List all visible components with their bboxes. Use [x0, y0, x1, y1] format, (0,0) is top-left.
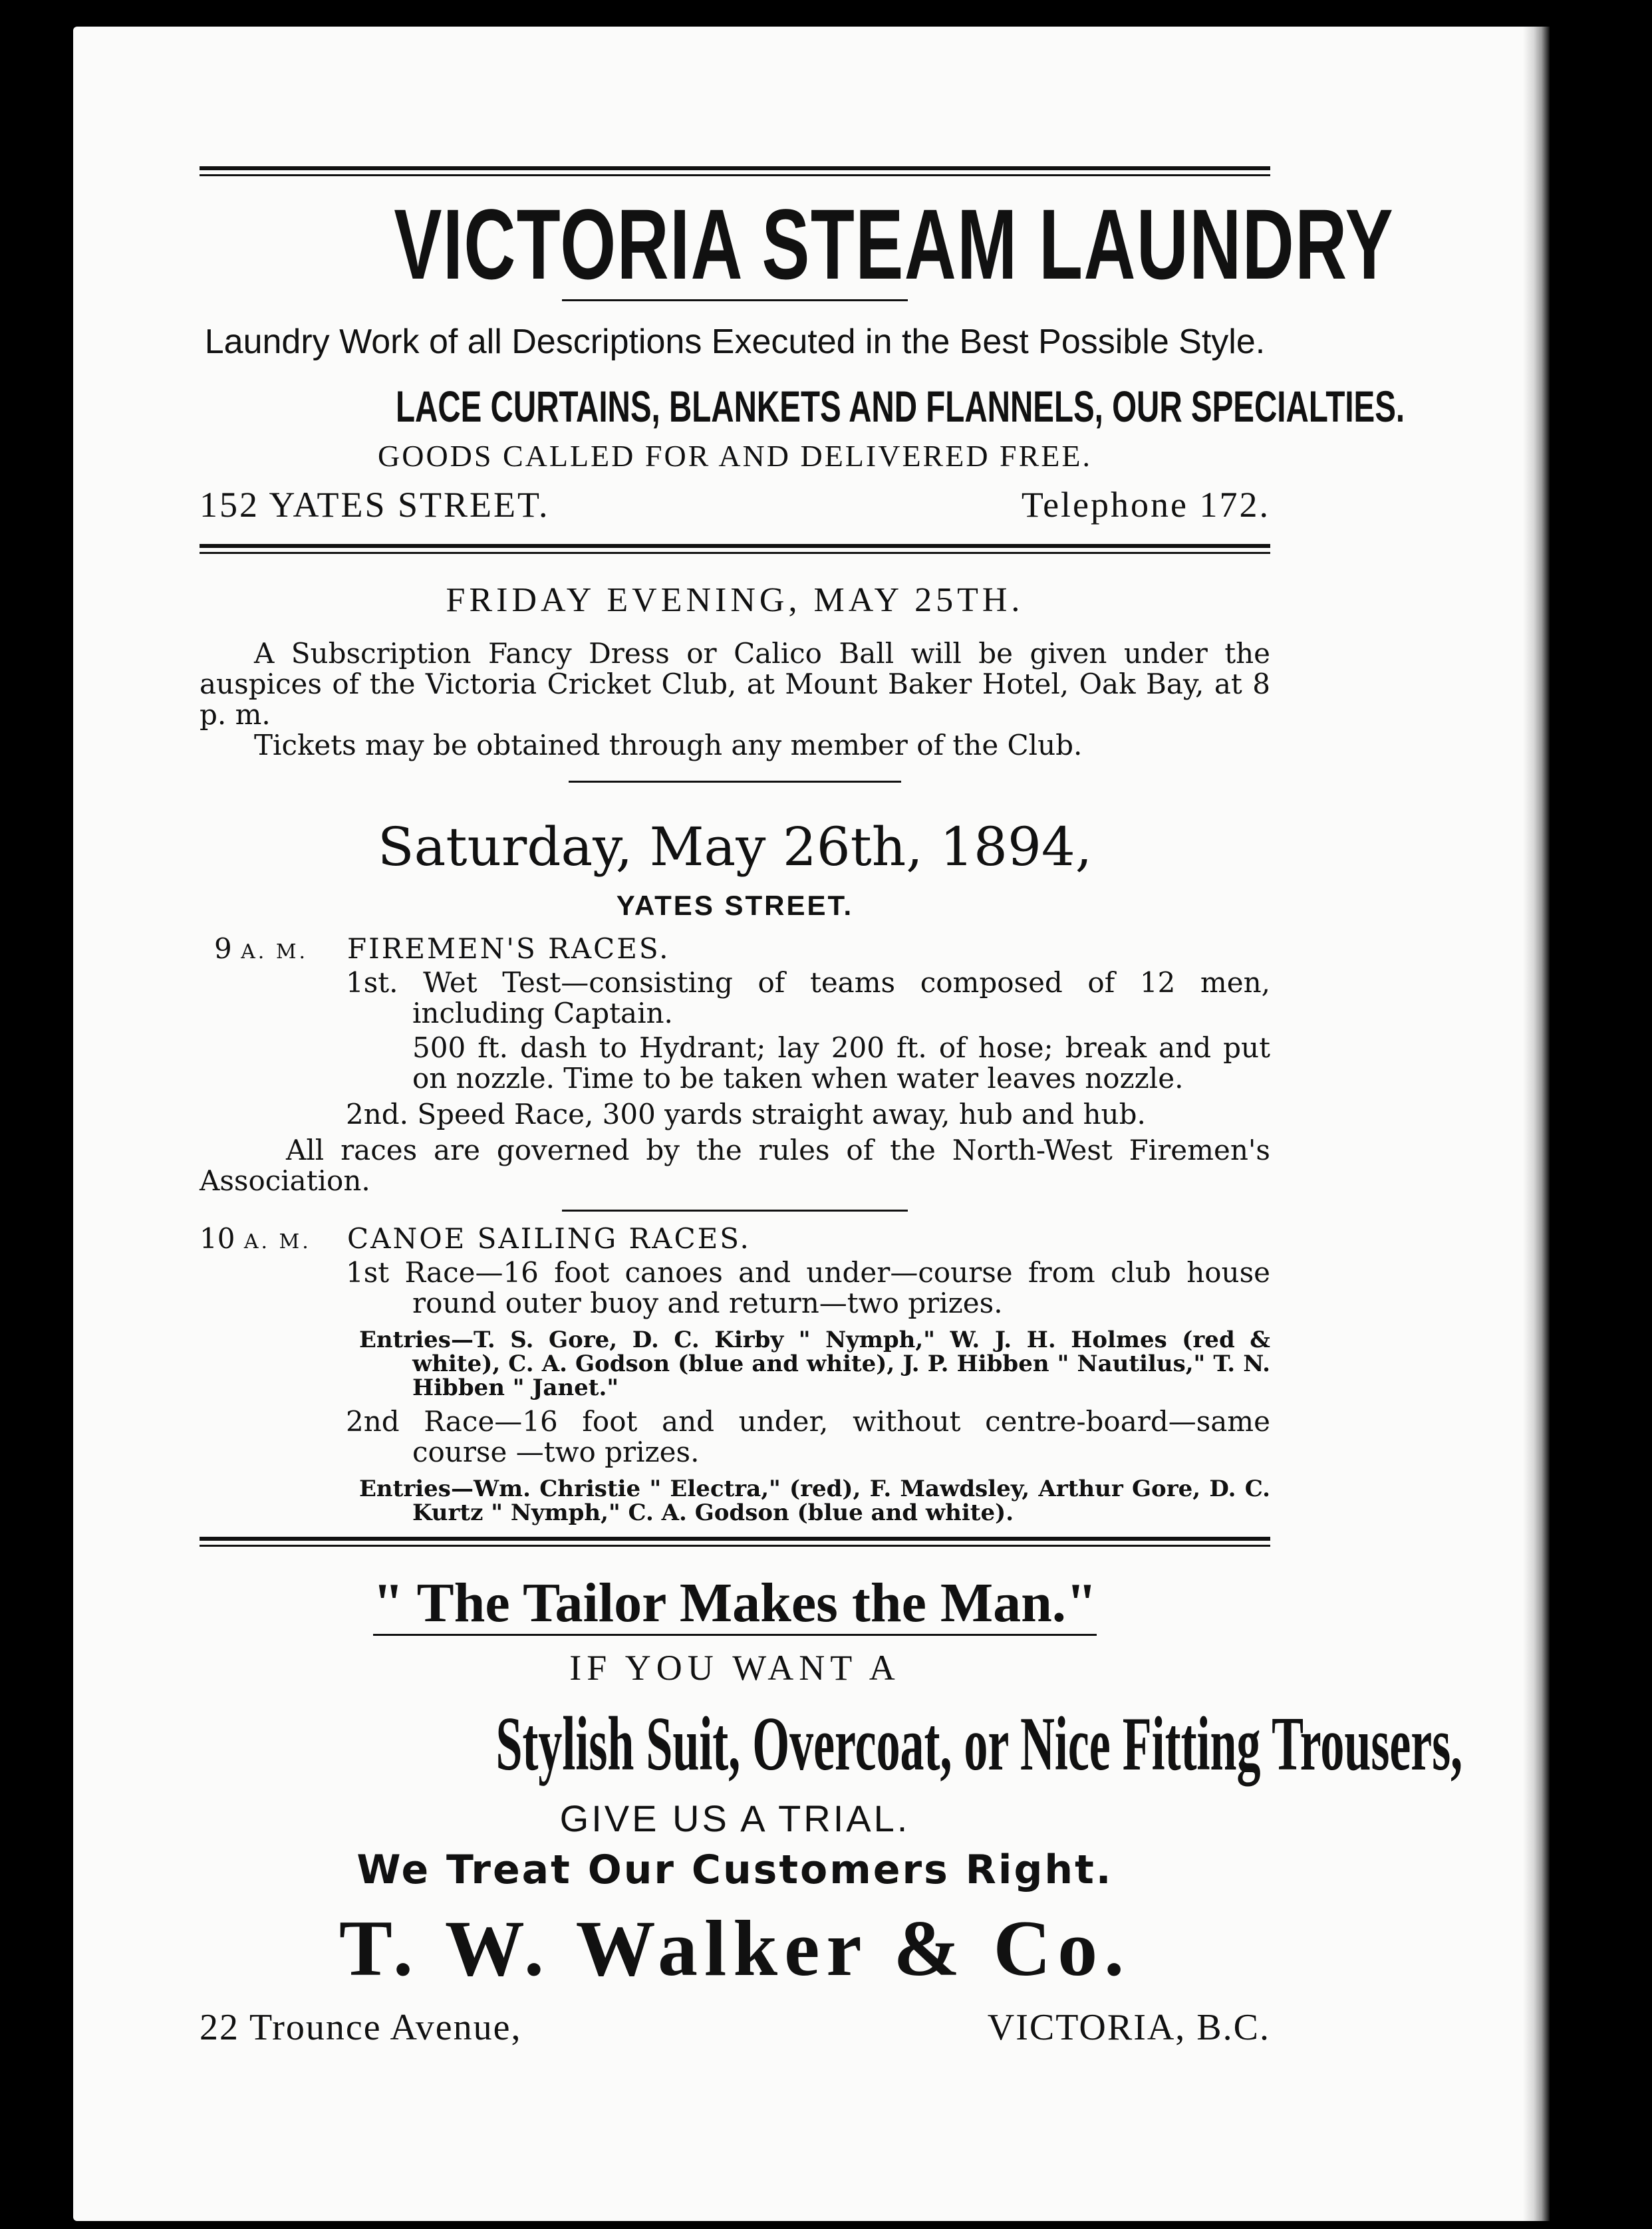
tailor-trial-line: GIVE US A TRIAL.	[559, 1797, 910, 1839]
canoe-races-title: CANOE SAILING RACES.	[347, 1222, 751, 1255]
laundry-bottom-rule	[200, 544, 1270, 554]
tailor-products: Stylish Suit, Overcoat, or Nice Fitting Trousers,	[495, 1702, 1463, 1787]
laundry-advertisement	[200, 166, 1405, 554]
tailor-slogan: " The Tailor Makes the Man."	[200, 1571, 1270, 1635]
saturday-schedule	[200, 816, 1270, 1547]
canoe-race-2-entries: Entries—Wm. Christie " Electra," (red), F. Mawdsley, Arthur Gore, D. C. Kurtz " Nymph," C. A. Godson (blue and white).	[359, 1476, 1270, 1526]
friday-heading: FRIDAY EVENING, MAY 25TH.	[446, 581, 1024, 619]
tailor-company-name: T. W. Walker & Co.	[339, 1904, 1131, 1992]
firemen-time: 9 A. M.	[214, 932, 309, 965]
friday-announcement	[200, 581, 1270, 783]
firemen-race-2: 2nd. Speed Race, 300 yards straight away, hub and hub.	[346, 1098, 1146, 1130]
laundry-tagline: Laundry Work of all Descriptions Executed in the Best Possible Style.	[204, 323, 1266, 361]
canoe-races-heading-row	[200, 1224, 1270, 1257]
saturday-heading: Saturday, May 26th, 1894,	[377, 816, 1093, 878]
canoe-race-1: 1st Race—16 foot canoes and under—course from club house round outer buoy and return—two prizes.	[346, 1256, 1270, 1319]
schedule-bottom-rule	[200, 1537, 1270, 1547]
tailor-city: VICTORIA, B.C.	[987, 2007, 1270, 2048]
tailor-want-line: IF YOU WANT A	[569, 1648, 900, 1688]
tailor-address: 22 Trounce Avenue,	[200, 2007, 522, 2048]
firemen-races-heading-row	[200, 934, 1270, 968]
canoe-time: 10 A. M.	[200, 1222, 311, 1255]
friday-divider	[569, 781, 901, 783]
top-double-rule	[200, 166, 1270, 176]
firemen-race-1: 1st. Wet Test—consisting of teams composed of 12 men, including Captain.	[346, 966, 1270, 1029]
laundry-title: VICTORIA STEAM LAUNDRY	[394, 188, 1395, 300]
laundry-address: 152 YATES STREET.	[200, 485, 550, 525]
friday-tickets-paragraph: Tickets may be obtained through any member of the Club.	[254, 729, 1083, 761]
canoe-races-block	[200, 1224, 1270, 1525]
firemen-races-title: FIREMEN'S RACES.	[347, 932, 670, 965]
schedule-divider	[562, 1210, 908, 1212]
firemen-rules: All races are governed by the rules of the North-West Firemen's Association.	[200, 1134, 1270, 1197]
saturday-location: YATES STREET.	[616, 890, 854, 921]
friday-ball-paragraph: A Subscription Fancy Dress or Calico Ball will be given under the auspices of the Victoria Cricket Club, at Mount Baker Hotel, Oak Bay, at 8 p. m.	[200, 637, 1270, 731]
tailor-advertisement	[200, 1571, 1463, 2049]
canoe-race-2: 2nd Race—16 foot and under, without centre-board—same course —two prizes.	[346, 1405, 1270, 1468]
firemen-races-block	[200, 934, 1270, 1196]
laundry-delivery: GOODS CALLED FOR AND DELIVERED FREE.	[378, 439, 1092, 473]
laundry-telephone: Telephone 172.	[1021, 485, 1270, 525]
page-content	[200, 166, 1463, 2049]
firemen-race-1-detail: 500 ft. dash to Hydrant; lay 200 ft. of hose; break and put on nozzle. Time to be taken when water leaves nozzle.	[412, 1031, 1270, 1095]
canoe-race-1-entries: Entries—T. S. Gore, D. C. Kirby " Nymph," W. J. H. Holmes (red & white), C. A. Godson (blue and white), J. P. Hibben " Nautilus," T. N. Hibben " Janet."	[359, 1327, 1270, 1401]
page-binding-shadow	[1523, 27, 1550, 2221]
laundry-specialties: LACE CURTAINS, BLANKETS AND FLANNELS, OUR SPECIALTIES.	[395, 382, 1405, 431]
laundry-address-row	[200, 484, 1270, 525]
tailor-address-row	[200, 2006, 1270, 2049]
tailor-treat-line: We Treat Our Customers Right.	[356, 1847, 1113, 1893]
